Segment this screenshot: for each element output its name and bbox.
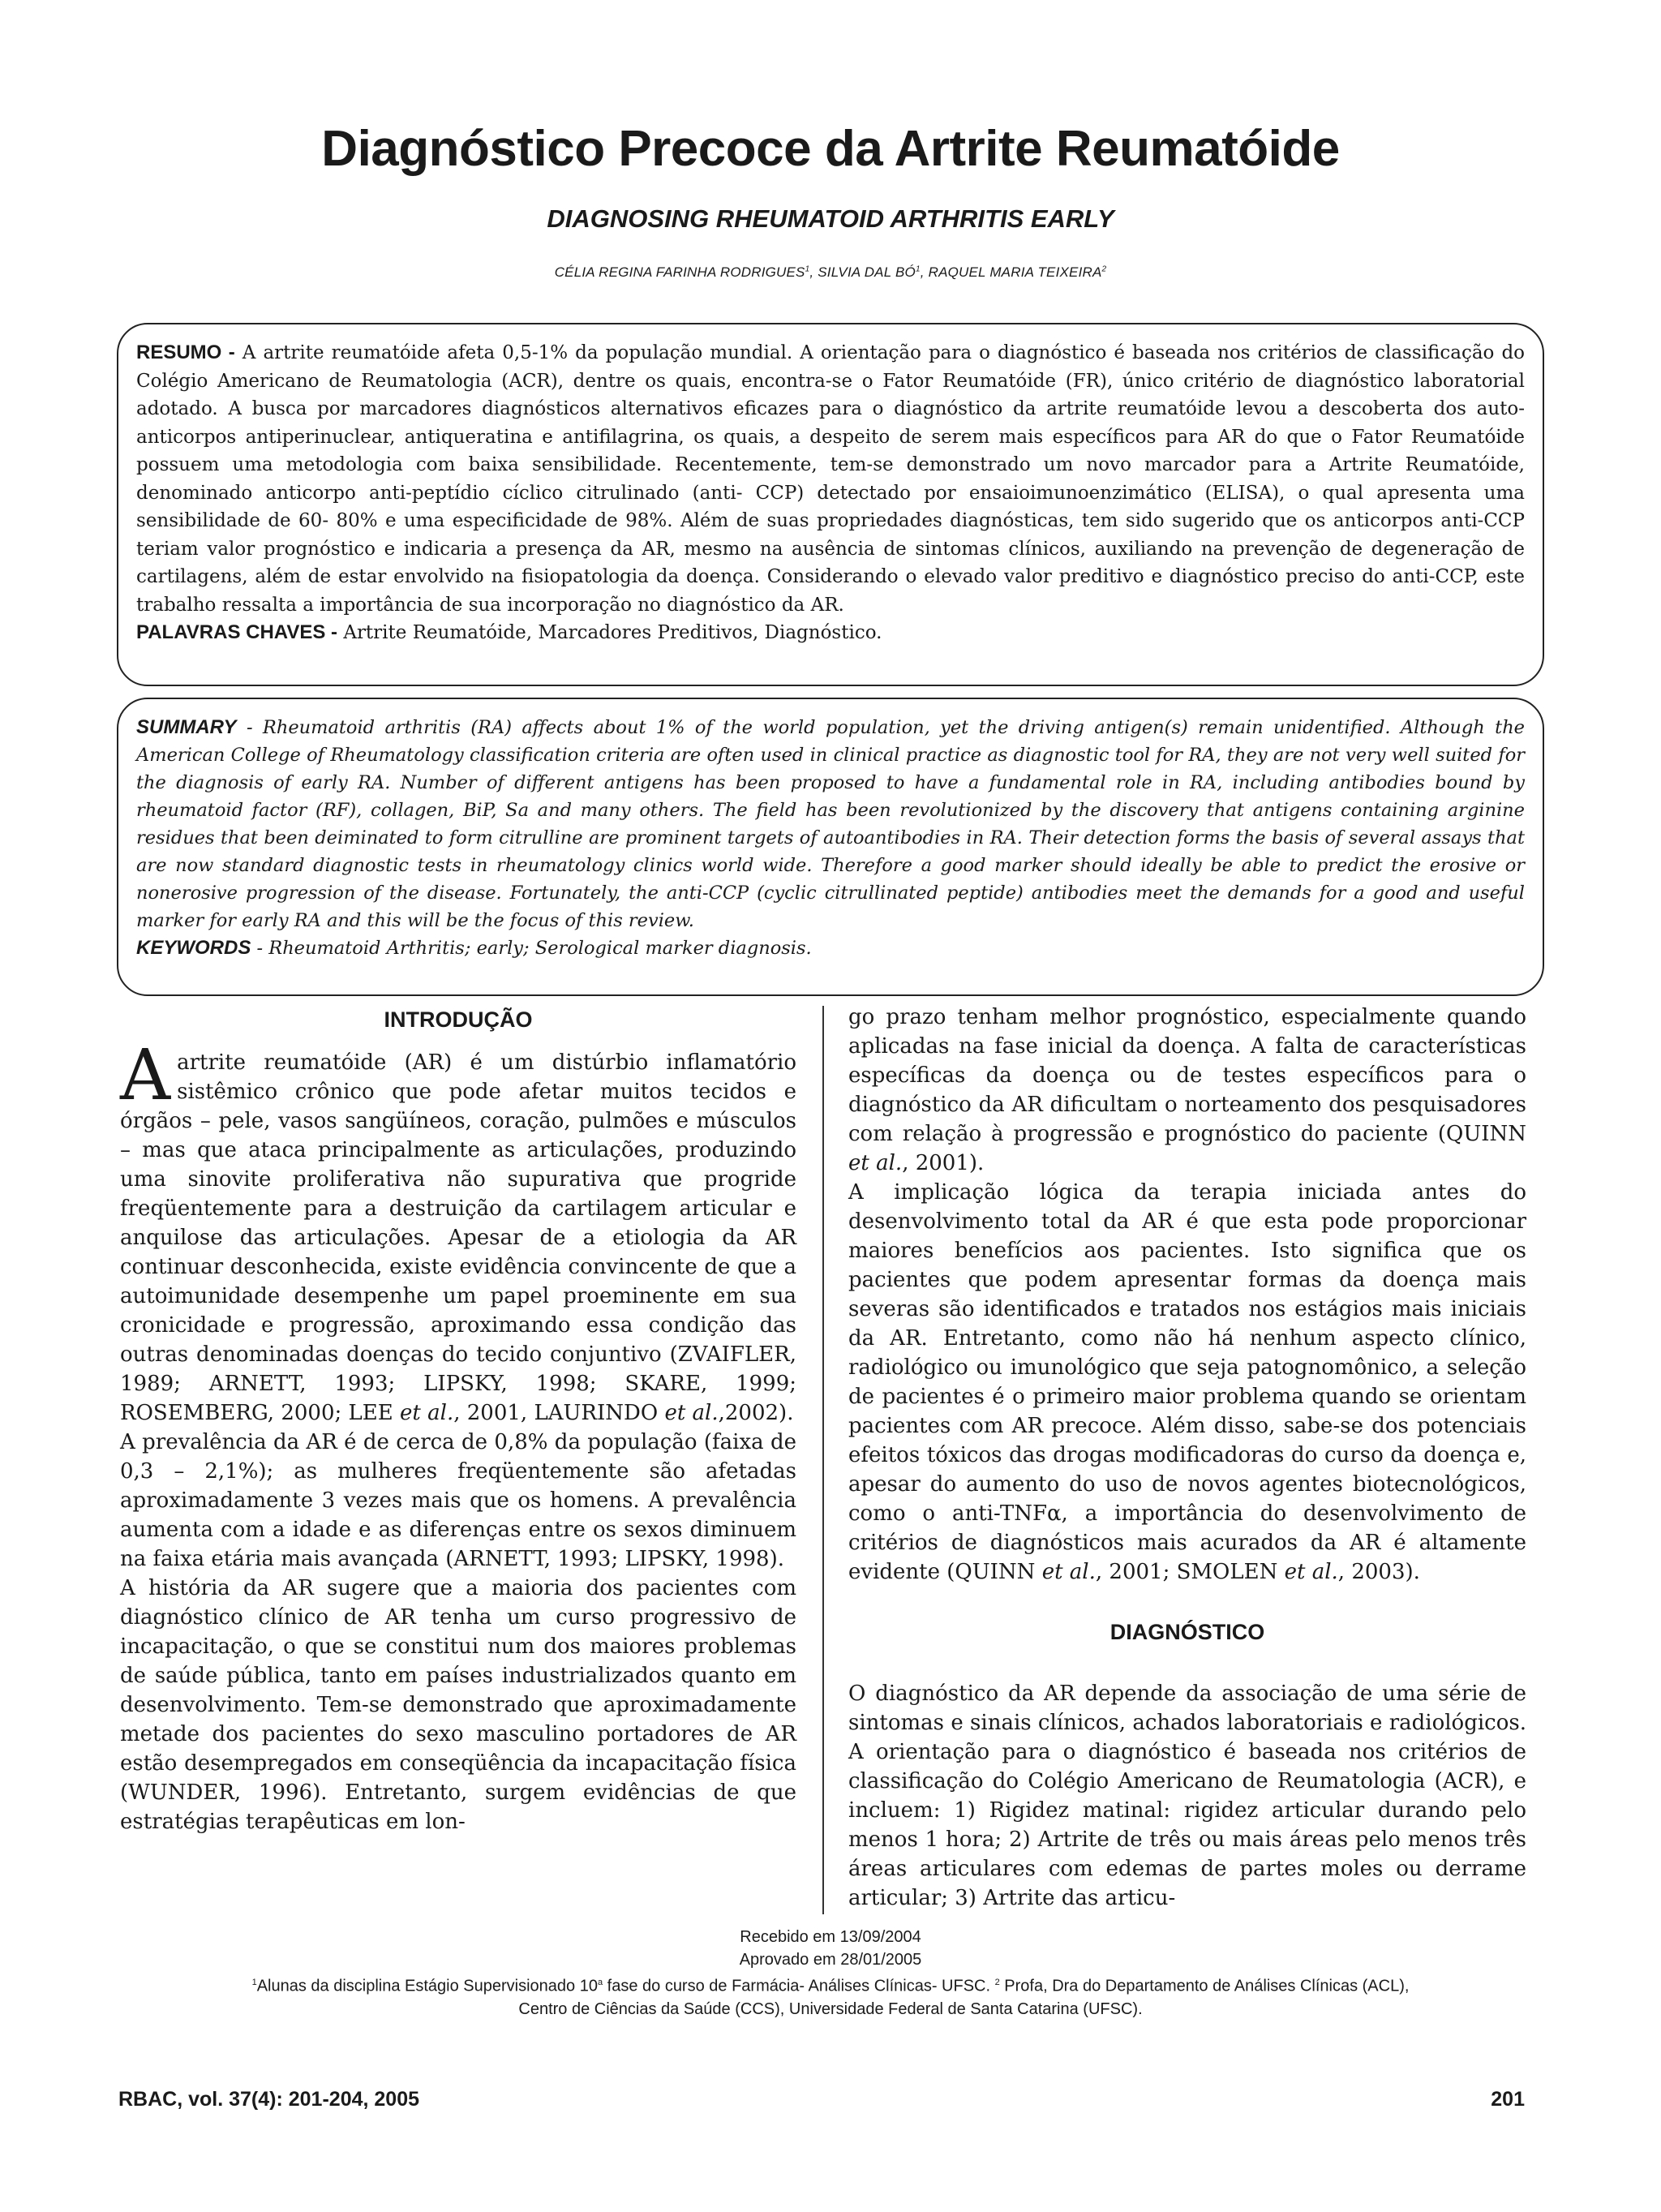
summary-paragraph [136, 714, 1525, 934]
author-name: SILVIA DAL BÓ [818, 264, 916, 280]
intro-paragraph-1 [120, 1035, 796, 1428]
footnote-text: fase do curso de Farmácia- Análises Clínicas- UFSC. [603, 1977, 991, 1995]
resumo-box [117, 323, 1544, 686]
footnote-marker: 2 [994, 1978, 1000, 1987]
et-al: et al. [400, 1401, 454, 1425]
intro-text: ,2002). [718, 1401, 794, 1425]
et-al: et al. [664, 1401, 719, 1425]
footnote-text: Profa, Dra do Departamento de Análises Clínicas (ACL), [999, 1977, 1410, 1995]
article-subtitle: DIAGNOSING RHEUMATOID ARTHRITIS EARLY [547, 204, 1114, 233]
right-column [848, 1003, 1526, 1913]
intro-text: , 2001, LAURINDO [453, 1401, 659, 1425]
right-paragraph-1 [848, 1003, 1526, 1178]
section-heading-diagnostico: DIAGNÓSTICO [1109, 1620, 1265, 1644]
footnote-marker: 1 [251, 1978, 257, 1987]
body-text: , 2001). [902, 1151, 985, 1175]
summary-box [117, 698, 1544, 996]
summary-label: SUMMARY [136, 716, 237, 738]
author-affiliation: 2 [1101, 264, 1107, 274]
body-text: , 2001; SMOLEN [1095, 1560, 1278, 1584]
journal-citation: RBAC, vol. 37(4): 201-204, 2005 [118, 2088, 420, 2111]
body-text: A implicação lógica da terapia iniciada antes do desenvolvimento total da AR é que esta pode proporcionar maiores benefícios aos pacientes. Isto significa que os pacientes que podem apresentar formas da doença mais severas são identificados e tratados nos estágios mais iniciais da AR. Entretanto, como não há nenhum aspecto clínico, radiológico ou imunológico que seja patognomônico, a seleção de pacientes é o primeiro maior problema quando se orientam pacientes com AR precoce. Além disso, sabe-se dos potenciais efeitos tóxicos das drogas modificadoras do curso da doença e, apesar do aumento do uso de novos agentes biotecnológicos, como o anti-TNFα, a importância do desenvolvimento de critérios de diagnósticos mais acurados da AR é altamente evidente (QUINN [848, 1180, 1526, 1584]
article-title: Diagnóstico Precoce da Artrite Reumatóide [321, 121, 1340, 177]
resumo-label: RESUMO - [136, 341, 235, 363]
page-number: 201 [1491, 2088, 1525, 2111]
et-al: et al. [1284, 1560, 1338, 1584]
author-separator: , [920, 264, 929, 280]
ordinal-marker: a [597, 1978, 603, 1987]
et-al: et al. [848, 1151, 903, 1175]
palavras-chaves-label: PALAVRAS CHAVES - [136, 621, 338, 643]
author-list [0, 264, 1661, 281]
palavras-chaves-text: Artrite Reumatóide, Marcadores Preditivos, Diagnóstico. [343, 622, 882, 643]
palavras-chaves-paragraph [136, 619, 1525, 647]
author-affiliation: 1 [915, 264, 921, 274]
resumo-text: A artrite reumatóide afeta 0,5-1% da população mundial. A orientação para o diagnóstico é baseada nos critérios de classificação do Colégio Americano de Reumatologia (ACR), dentre os quais, encontra-se o Fator Reumatóide (FR), único critério de diagnóstico laboratorial adotado. A busca por marcadores diagnósticos alternativos eficazes para o diagnóstico da artrite reumatóide levou a descoberta dos auto-anticorpos antiperinuclear, antiqueratina e antifilagrina, os quais, a despeito de serem mais específicos para AR do que o Fator Reumatóide possuem uma metodologia com baixa sensibilidade. Recentemente, tem-se demonstrado um novo marcador para a Artrite Reumatóide, denominado anticorpo anti-peptídio cíclico citrulinado (anti- CCP) detectado por ensaioimunoenzimático (ELISA), o qual apresenta uma sensibilidade de 60- 80% e uma especificidade de 98%. Além de suas propriedades diagnósticas, tem sido sugerido que os anticorpos anti-CCP teriam valor prognóstico e indicaria a presença da AR, mesmo na ausência de sintomas clínicos, auxiliando na prevenção de degeneração de cartilagens, além de estar envolvido na fisiopatologia da doença. Considerando o elevado valor preditivo e diagnóstico preciso do anti-CCP, este trabalho ressalta a importância de sua incorporação no diagnóstico da AR. [136, 342, 1526, 616]
footnote-text: Alunas da disciplina Estágio Supervisionado 10 [256, 1977, 598, 1995]
column-divider [822, 1006, 824, 1914]
received-date: Recebido em 13/09/2004 [740, 1928, 921, 1946]
keywords-label: KEYWORDS [136, 937, 251, 959]
approved-date: Aprovado em 28/01/2005 [739, 1951, 922, 1969]
body-text: go prazo tenham melhor prognóstico, especialmente quando aplicadas na fase inicial da doença. A falta de características específicas da doença ou de testes específicos para o diagnóstico da AR dificultam o norteamento dos pesquisadores com relação à progressão e prognóstico do paciente (QUINN [848, 1005, 1526, 1146]
keywords-paragraph [136, 934, 1525, 962]
resumo-paragraph [136, 339, 1525, 619]
summary-text: - Rheumatoid arthritis (RA) affects about 1% of the world population, yet the driving antigen(s) remain unidentified. Although the American College of Rheumatology classification criteria are often used in clinical practice as diagnostic tool for RA, they are not very well suited for the diagnosis of early RA. Number of different antigens has been proposed to have a fundamental role in RA, including antibodies bound by rheumatoid factor (RF), collagen, BiP, Sa and many others. The field has been revolutionized by the discovery that antigens containing arginine residues that been deiminated to form citrulline are prominent targets of autoantibodies in RA. Their detection forms the basis of several assays that are now standard diagnostic tests in rheumatology clinics world wide. Therefore a good marker should ideally be able to predict the erosive or nonerosive progression of the disease. Fortunately, the anti-CCP (cyclic citrullinated peptide) antibodies meet the demands for a good and useful marker for early RA and this will be the focus of this review. [136, 717, 1525, 931]
body-text: , 2003). [1337, 1560, 1420, 1584]
author-separator: , [809, 264, 818, 280]
author-name: RAQUEL MARIA TEIXEIRA [928, 264, 1102, 280]
right-paragraph-3: O diagnóstico da AR depende da associação de uma série de sintomas e sinais clínicos, achados laboratoriais e radiológicos. A orientação para o diagnóstico é baseada nos critérios de classificação do Colégio Americano de Reumatologia (ACR), e incluem: 1) Rigidez matinal: rigidez articular durando pelo menos 1 hora; 2) Artrite de três ou mais áreas pelo menos três áreas articulares com edemas de partes moles ou derrame articular; 3) Artrite das articu- [848, 1682, 1526, 1910]
author-affiliation: 1 [805, 264, 810, 274]
author-name: CÉLIA REGINA FARINHA RODRIGUES [554, 264, 805, 280]
intro-paragraph-2: A prevalência da AR é de cerca de 0,8% da população (faixa de 0,3 – 2,1%); as mulheres freqüentemente são afetadas aproximadamente 3 vezes mais que os homens. A prevalência aumenta com a idade e as diferenças entre os sexos diminuem na faixa etária mais avançada (ARNETT, 1993; LIPSKY, 1998). [120, 1430, 796, 1571]
drop-cap: A [120, 1035, 171, 1116]
intro-paragraph-3: A história da AR sugere que a maioria dos pacientes com diagnóstico clínico de AR tenha um curso progressivo de incapacitação, o que se constitui num dos maiores problemas de saúde pública, tanto em países industrializados quanto em desenvolvimento. Tem-se demonstrado que aproximadamente metade dos pacientes do sexo masculino portadores de AR estão desempregados em conseqüência da incapacitação física (WUNDER, 1996). Entretanto, surgem evidências de que estratégias terapêuticas em lon- [120, 1576, 796, 1834]
affiliation-note [117, 1971, 1544, 1998]
et-al: et al. [1041, 1560, 1096, 1584]
affiliation-note-cont: Centro de Ciências da Saúde (CCS), Universidade Federal de Santa Catarina (UFSC). [518, 1999, 1143, 2018]
right-paragraph-2 [848, 1178, 1526, 1587]
footnotes [117, 1926, 1544, 2021]
intro-text: artrite reumatóide (AR) é um distúrbio inflamatório sistêmico crônico que pode afetar muitos tecidos e órgãos – pele, vasos sangüíneos, coração, pulmões e músculos – mas que ataca principalmente as articulações, produzindo uma sinovite proliferativa não supurativa que progride freqüentemente para a destruição da cartilagem articular e anquilose das articulações. Apesar de a etiologia da AR continuar desconhecida, existe evidência convincente de que a autoimunidade desempenhe um papel proeminente em sua cronicidade e progressão, aproximando essa condição das outras denominadas doenças do tecido conjuntivo (ZVAIFLER, 1989; ARNETT, 1993; LIPSKY, 1998; SKARE, 1999; ROSEMBERG, 2000; LEE [120, 1050, 796, 1425]
left-column [120, 1003, 796, 1836]
keywords-text: - Rheumatoid Arthritis; early; Serological marker diagnosis. [256, 938, 812, 959]
section-heading-introducao: INTRODUÇÃO [384, 1007, 533, 1032]
